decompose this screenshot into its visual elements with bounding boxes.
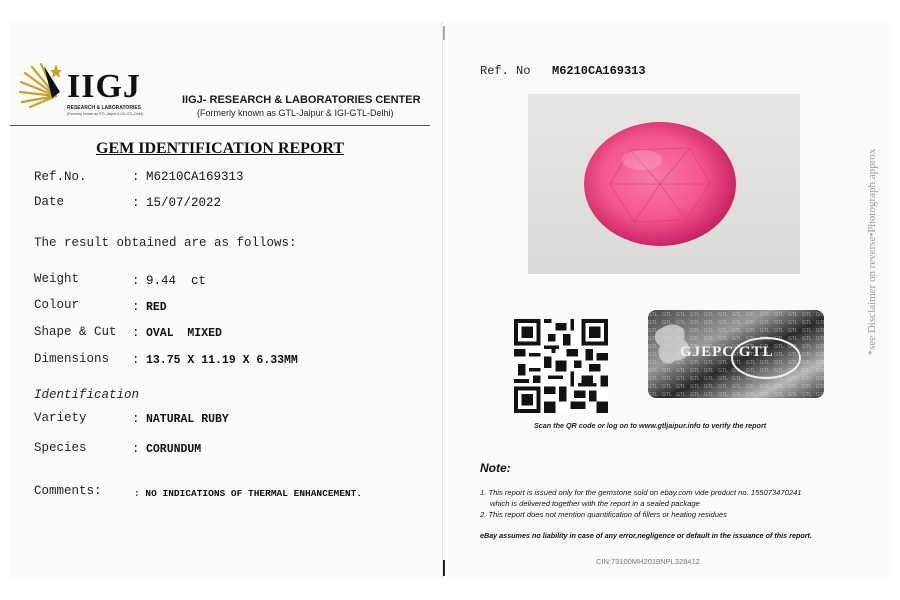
note-line-3: 2. This report does not mention quantification of fillers or heating residues [480, 510, 727, 519]
dimensions-value: 13.75 X 11.19 X 6.33MM [146, 354, 298, 367]
comments-value: : NO INDICATIONS OF THERMAL ENHANCEMENT. [134, 488, 363, 499]
comments-label: Comments: [34, 484, 102, 498]
ref-no-label: Ref.No. [34, 170, 87, 184]
shape-cut-value: OVAL MIXED [146, 327, 222, 340]
side-disclaimer: *see Disclaimer on reverse•Photograph approx [866, 148, 878, 356]
ref-no-colon: : [132, 170, 140, 184]
hologram-seal-icon [648, 310, 824, 398]
spine-mark-bottom [443, 560, 445, 576]
header-subtitle: (Formerly known as GTL-Jaipur & IGI-GTL-Delhi) [197, 108, 394, 118]
shape-cut-colon: : [132, 326, 140, 340]
header-divider [10, 125, 430, 126]
note-line-1: 1. This report is issued only for the gemstone sold on ebay.com vide product no. 155073470241 [480, 488, 802, 497]
ref-label: Ref. No [480, 64, 531, 78]
left-page [10, 22, 443, 578]
ref-value: M6210CA169313 [552, 64, 646, 78]
right-page [448, 22, 892, 578]
variety-colon: : [132, 412, 140, 426]
date-value: 15/07/2022 [146, 196, 222, 210]
note-heading: Note: [480, 461, 511, 475]
hologram-text: GJEPC GTL [680, 344, 774, 360]
header-title: IIGJ- RESEARCH & LABORATORIES CENTER [182, 94, 421, 106]
spine-mark-top [443, 26, 445, 40]
date-colon: : [132, 196, 140, 210]
cin-number: CIN:73100MH2019NPL328412 [596, 557, 700, 566]
colour-colon: : [132, 300, 140, 314]
logo-wordmark: IIGJ [67, 68, 141, 105]
logo-tagline-small: (Formerly known as GTL-Jaipur & IGI-GTL-Delhi) [67, 112, 144, 116]
variety-value: NATURAL RUBY [146, 413, 229, 426]
colour-label: Colour [34, 298, 80, 312]
species-value: CORUNDUM [146, 443, 202, 456]
weight-value: 9.44 ct [146, 274, 207, 288]
report-title: GEM IDENTIFICATION REPORT [96, 140, 345, 157]
logo-tagline: RESEARCH & LABORATORIES [67, 105, 141, 111]
dimensions-colon: : [132, 353, 140, 367]
colour-value: RED [146, 301, 167, 314]
gem-photo [528, 94, 800, 274]
dimensions-label: Dimensions [34, 352, 110, 366]
weight-label: Weight [34, 272, 80, 286]
date-label: Date [34, 195, 65, 209]
qr-code-icon[interactable] [514, 319, 608, 413]
shape-cut-label: Shape & Cut [34, 325, 117, 339]
identification-heading: Identification [34, 388, 140, 402]
weight-colon: : [132, 274, 140, 288]
scan-caption: Scan the QR code or log on to www.gtljaipur.info to verify the report [534, 421, 767, 430]
result-intro: The result obtained are as follows: [34, 236, 297, 250]
ruby-gem-image [582, 120, 738, 248]
ref-no-value: M6210CA169313 [146, 170, 244, 184]
species-label: Species [34, 441, 87, 455]
variety-label: Variety [34, 411, 87, 425]
starburst-logo-icon [16, 62, 62, 108]
ebay-disclaimer: eBay assumes no liability in case of any error,negligence or default in the issuance of this report. [480, 531, 812, 540]
note-line-2: which is delivered together with the report in a sealed package [490, 499, 700, 508]
species-colon: : [132, 442, 140, 456]
